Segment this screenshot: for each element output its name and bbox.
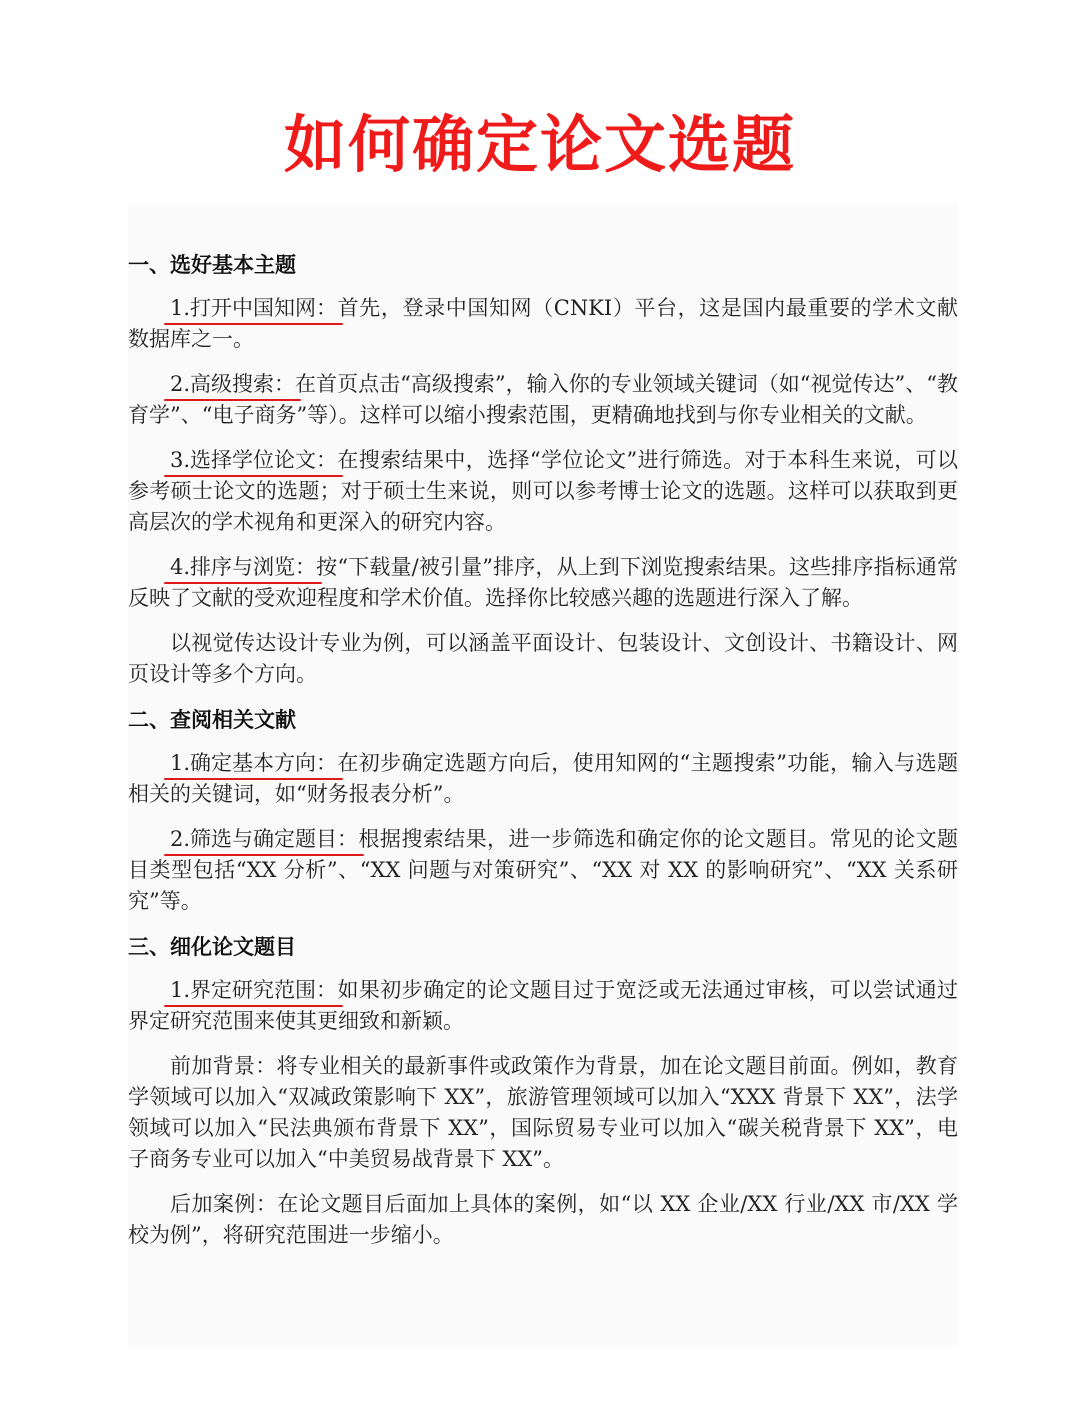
paragraph-lead: 1.界定研究范围： [170, 975, 337, 1006]
paragraph-lead: 3.选择学位论文： [170, 445, 337, 476]
paragraph-text: 按“下载量/被引量”排序，从上到下浏览搜索结果。这些排序指标通常反映了文献的受欢迎程度和学术价值。选择你比较感兴趣的选题进行深入了解。 [128, 555, 958, 610]
paragraph-lead: 2.高级搜索： [170, 369, 295, 400]
paragraph [128, 1051, 958, 1175]
section-heading-1: 一、选好基本主题 [128, 253, 296, 277]
paragraph-text: 以视觉传达设计专业为例，可以涵盖平面设计、包装设计、文创设计、书籍设计、网页设计等多个方向。 [128, 631, 958, 686]
paragraph [128, 748, 958, 810]
paragraph-text: 前加背景：将专业相关的最新事件或政策作为背景，加在论文题目前面。例如，教育学领域可以加入“双减政策影响下 XX”，旅游管理领域可以加入“XXX 背景下 XX”，法学领域可以加入“民法典颁布背景下 XX”，国际贸易专业可以加入“碳关税背景下 XX”，电子商务专业可以加入“中美贸易战背景下 XX”。 [128, 1054, 958, 1171]
paragraph [128, 628, 958, 690]
paragraph [128, 293, 958, 355]
paragraph [128, 1189, 958, 1251]
paragraph-text: 在搜索结果中，选择“学位论文”进行筛选。对于本科生来说，可以参考硕士论文的选题；对于硕士生来说，则可以参考博士论文的选题。这样可以获取到更高层次的学术视角和更深入的研究内容。 [128, 448, 958, 534]
paragraph [128, 552, 958, 614]
paragraph [128, 369, 958, 431]
paragraph-text: 后加案例：在论文题目后面加上具体的案例，如“以 XX 企业/XX 行业/XX 市/XX 学校为例”，将研究范围进一步缩小。 [128, 1192, 958, 1247]
paragraph-text: 在首页点击“高级搜索”，输入你的专业领域关键词（如“视觉传达”、“教育学”、“电子商务”等）。这样可以缩小搜索范围，更精确地找到与你专业相关的文献。 [128, 372, 958, 427]
section-heading-2: 二、查阅相关文献 [128, 708, 296, 732]
paragraph-text: 根据搜索结果，进一步筛选和确定你的论文题目。常见的论文题目类型包括“XX 分析”、“XX 问题与对策研究”、“XX 对 XX 的影响研究”、“XX 关系研究”等。 [128, 827, 958, 913]
paragraph-text: 首先，登录中国知网（CNKI）平台，这是国内最重要的学术文献数据库之一。 [128, 296, 958, 351]
paragraph-lead: 4.排序与浏览： [170, 552, 316, 583]
section-heading-3: 三、细化论文题目 [128, 935, 296, 959]
page-title: 如何确定论文选题 [283, 108, 796, 181]
paragraph [128, 445, 958, 538]
paragraph [128, 824, 958, 917]
paragraph-lead: 1.打开中国知网： [170, 293, 337, 324]
paragraph-lead: 1.确定基本方向： [170, 748, 337, 779]
paragraph [128, 975, 958, 1037]
paragraph-lead: 2.筛选与确定题目： [170, 824, 358, 855]
article-body [128, 205, 958, 1345]
paragraph-text: 如果初步确定的论文题目过于宽泛或无法通过审核，可以尝试通过界定研究范围来使其更细致和新颖。 [128, 978, 958, 1033]
paragraph-text: 在初步确定选题方向后，使用知网的“主题搜索”功能，输入与选题相关的关键词，如“财务报表分析”。 [128, 751, 958, 806]
